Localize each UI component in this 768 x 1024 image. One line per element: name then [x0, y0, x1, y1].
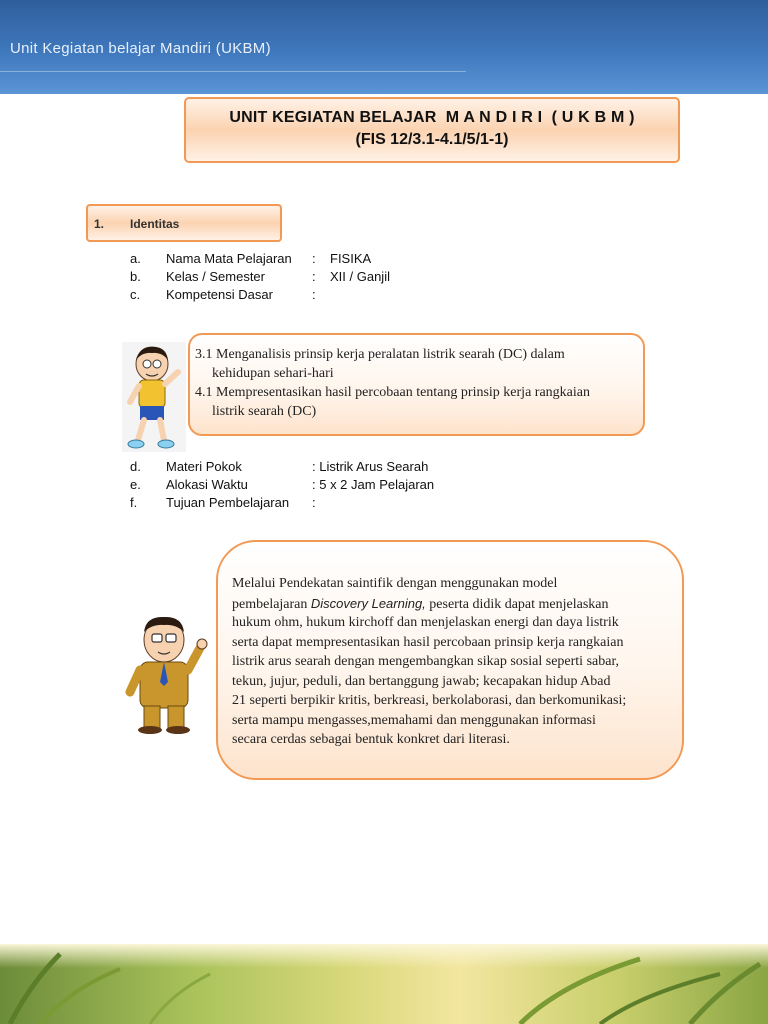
section-number: 1. [94, 217, 105, 231]
objective-line: secara cerdas sebagai bentuk konkret dari literasi. [232, 732, 510, 747]
objective-text: pembelajaran [232, 597, 311, 612]
page-header [0, 0, 768, 94]
row-letter: f. [130, 495, 138, 510]
objective-line: 21 seperti berpikir kritis, berkreasi, berkolaborasi, dan berkomunikasi; [232, 693, 627, 708]
row-value: : Listrik Arus Searah [312, 459, 429, 474]
row-value: : 5 x 2 Jam Pelajaran [312, 477, 435, 492]
identity-row-subject [130, 251, 530, 269]
row-colon: : [312, 287, 316, 302]
section-label: Identitas [130, 217, 180, 231]
objective-line-2 [232, 596, 609, 613]
row-letter: a. [130, 251, 141, 266]
cartoon-teacher-illustration [120, 612, 212, 736]
grass-footer-image [0, 944, 768, 1024]
document-code: (FIS 12/3.1-4.1/5/1-1) [355, 131, 509, 148]
identity-row-objective [130, 495, 530, 513]
identity-row-time [130, 477, 530, 495]
row-label: Tujuan Pembelajaran [166, 495, 290, 510]
objective-line: tekun, jujur, peduli, dan bertanggung jawab; kecapakan hidup Abad [232, 674, 611, 689]
objective-line: Melalui Pendekatan saintifik dengan menggunakan model [232, 576, 558, 591]
identity-row-competence [130, 287, 530, 305]
row-letter: e. [130, 477, 141, 492]
competence-line: kehidupan sehari-hari [212, 366, 334, 381]
competence-line: 3.1 Menganalisis prinsip kerja peralatan listrik searah (DC) dalam [195, 347, 565, 362]
objective-line: hukum ohm, hukum kirchoff dan menjelaskan energi dan daya listrik [232, 615, 619, 630]
row-label: Materi Pokok [166, 459, 242, 474]
row-value: : [312, 495, 316, 510]
row-colon: : [312, 269, 316, 284]
row-letter: b. [130, 269, 141, 284]
grass-blades [0, 944, 768, 1024]
objective-line: serta dapat mempresentasikan hasil percobaan prinsip kerja rangkaian [232, 635, 624, 650]
row-letter: d. [130, 459, 141, 474]
identity-row-class [130, 269, 530, 287]
row-value: XII / Ganjil [330, 269, 390, 284]
row-label: Kelas / Semester [166, 269, 265, 284]
identity-row-topic [130, 459, 530, 477]
section-heading-identitas [86, 204, 282, 242]
row-value: FISIKA [330, 251, 372, 266]
objective-text: peserta didik dapat menjelaskan [425, 597, 609, 612]
competence-line: 4.1 Mempresentasikan hasil percobaan tentang prinsip kerja rangkaian [195, 385, 590, 400]
header-divider [0, 71, 466, 72]
competence-box [188, 333, 645, 436]
objective-method: Discovery Learning, [310, 596, 426, 611]
objective-line: listrik arus searah dengan mengembangkan sikap sosial seperti sabar, [232, 654, 620, 669]
row-label: Kompetensi Dasar [166, 287, 273, 302]
document-title: UNIT KEGIATAN BELAJAR M A N D I R I ( U K B M ) [229, 109, 635, 126]
objective-line: serta mampu mengasses,memahami dan menggunakan informasi [232, 713, 596, 728]
learning-objective-box [216, 540, 684, 780]
header-title: Unit Kegiatan belajar Mandiri (UKBM) [10, 40, 271, 57]
row-label: Alokasi Waktu [166, 477, 248, 492]
document-title-box [184, 97, 680, 163]
row-letter: c. [130, 287, 141, 302]
row-label: Nama Mata Pelajaran [166, 251, 292, 266]
cartoon-boy-illustration [122, 342, 186, 452]
competence-line: listrik searah (DC) [212, 404, 317, 419]
row-colon: : [312, 251, 316, 266]
